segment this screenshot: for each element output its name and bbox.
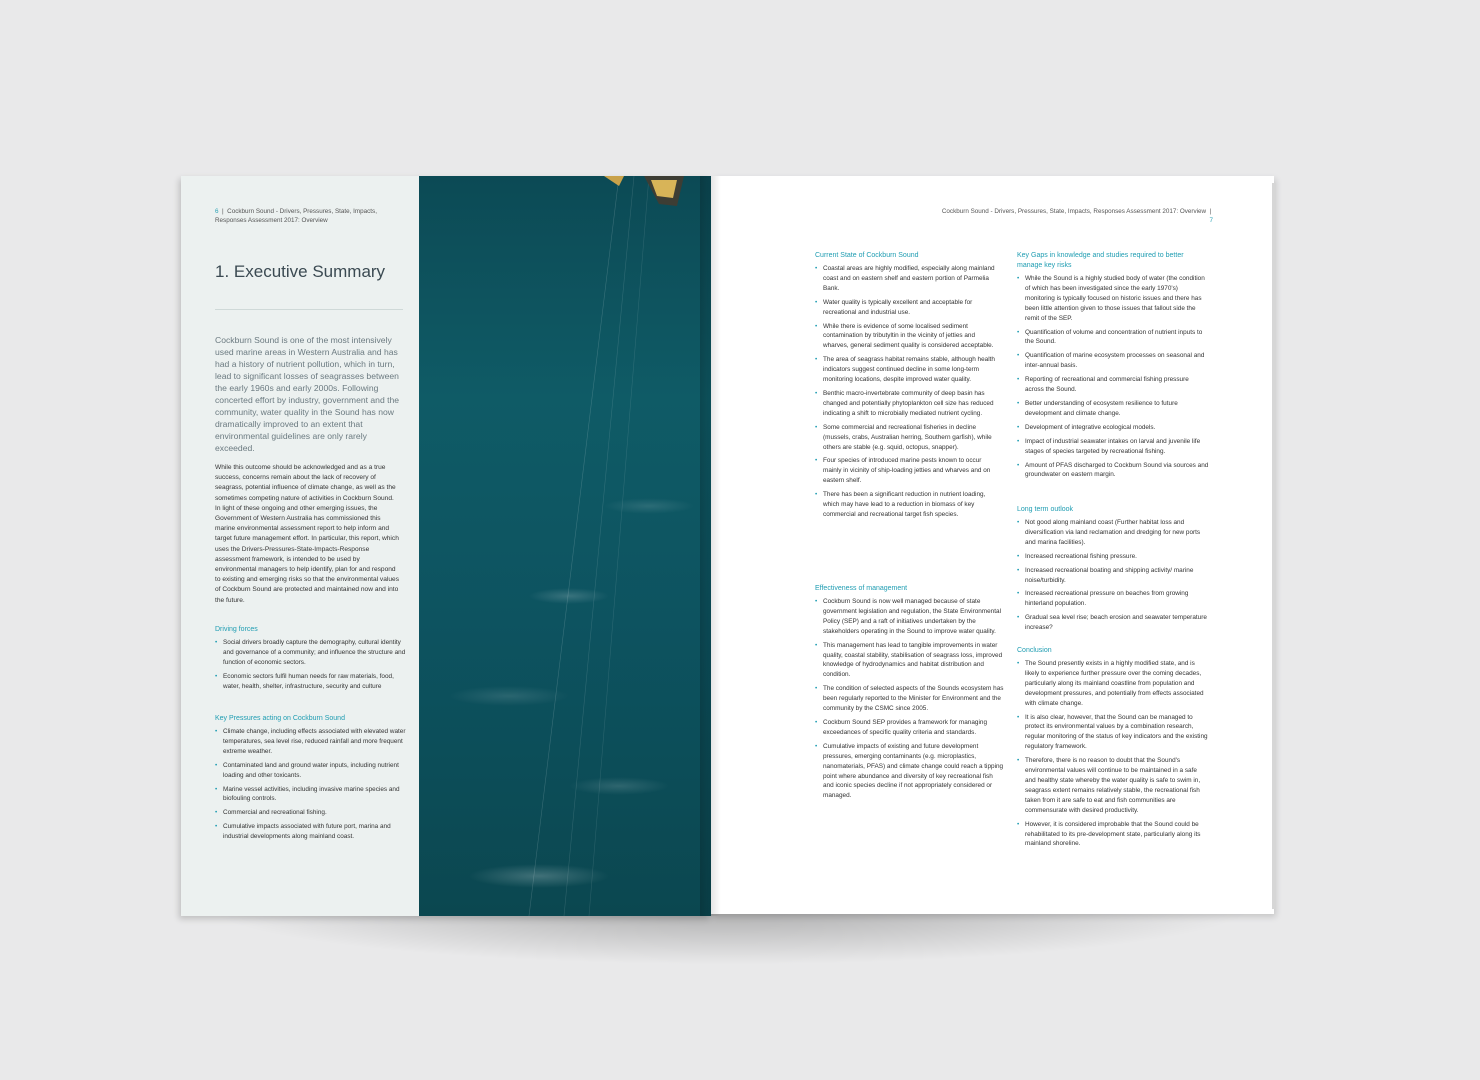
list-item: • Quantification of volume and concentration of nutrient inputs to the Sound. xyxy=(1017,328,1209,348)
intro-paragraph: Cockburn Sound is one of the most intensively used marine areas in Western Australia and has had a history of nutrient pollution, which in turn, lead to significant losses of seagrasses between the early 1960s and early 2000s. Following concerted effort by industry, government and the community, water quality in the Sound has now dramatically improved to an extent that environmental guidelines are only rarely exceeded. xyxy=(215,335,400,453)
list-item: • Contaminated land and ground water inputs, including nutrient loading and other toxicants. xyxy=(215,761,409,781)
list-item: • Quantification of marine ecosystem processes on seasonal and inter-annual basis. xyxy=(1017,351,1209,371)
list-item: • While there is evidence of some localised sediment contamination by tributyltin in the vicinity of jetties and wharves, general sediment quality is considered acceptable. xyxy=(815,322,1001,352)
list-item: • Climate change, including effects associated with elevated water temperatures, sea level rise, reduced rainfall and more frequent extreme weather. xyxy=(215,727,409,757)
list-item: • Cockburn Sound is now well managed because of state government legislation and regulation, the State Environmental Policy (SEP) and a raft of initiatives undertaken by the stakeholders operating in the Sound to improve water quality. xyxy=(815,597,1005,637)
list-item: • Economic sectors fulfil human needs for raw materials, food, water, health, shelter, infrastructure, security and culture xyxy=(215,672,409,692)
list-item: • Therefore, there is no reason to doubt that the Sound's environmental values will continue to be maintained in a safe and healthy state whereby the water quality is safe to swim in, seagrass extent remains relatively stable, the recreational fish taken from it are safe to eat and fish communities are commensurate with desired productivity. xyxy=(1017,756,1209,815)
list-item: • Not good along mainland coast (Further habitat loss and diversification via land reclamation and dredging for new ports and marina facilities). xyxy=(1017,518,1209,548)
key-pressures-heading: Key Pressures acting on Cockburn Sound xyxy=(215,715,345,722)
long-term-outlook-heading: Long term outlook xyxy=(1017,506,1074,513)
list-item: • Marine vessel activities, including invasive marine species and biofouling controls. xyxy=(215,785,409,805)
running-head-separator: | xyxy=(220,208,226,215)
list-item: • Four species of introduced marine pests known to occur mainly in vicinity of ship-loading jetties and wharves and on eastern shelf. xyxy=(815,456,1001,486)
list-item: • While the Sound is a highly studied body of water (the condition of which has been investigated since the early 1970's) monitoring is typically focused on historic issues and there has been little attention given to those issues that fallout side the remit of the SEP. xyxy=(1017,274,1209,324)
list-item: • Benthic macro-invertebrate community of deep basin has changed and potentially phytoplankton cell size has reduced indicating a shift to microbially mediated nutrient cycling. xyxy=(815,389,1001,419)
conclusion-list xyxy=(1017,659,1209,849)
right-running-head xyxy=(938,207,1213,225)
list-item: • However, it is considered improbable that the Sound could be rehabilitated to its pre-development state, particularly along its mainland shoreline. xyxy=(1017,820,1209,850)
list-item: • This management has lead to tangible improvements in water quality, coastal stability, stabilisation of seagrass loss, improved knowledge of hydrodynamics and habitat distribution and condition. xyxy=(815,641,1005,681)
page-stack-edge xyxy=(1272,183,1276,909)
right-page-number: 7 xyxy=(1209,217,1213,224)
driving-forces-list xyxy=(215,638,409,692)
list-item: • Increased recreational fishing pressure. xyxy=(1017,552,1209,562)
key-gaps-heading: Key Gaps in knowledge and studies required to better manage key risks xyxy=(1017,252,1184,269)
long-term-outlook-section xyxy=(1017,505,1209,637)
long-term-outlook-list xyxy=(1017,518,1209,633)
left-page xyxy=(181,176,711,916)
list-item: • There has been a significant reduction in nutrient loading, which may have lead to a reduction in biomass of key commercial and recreational target fish species. xyxy=(815,490,1001,520)
list-item: • Cumulative impacts of existing and future development pressures, emerging contaminants (e.g. microplastics, nanomaterials, PFAS) and climate change could reach a tipping point where abundance and diversity of key recreational fish and iconic species decline if not appropriately considered or managed. xyxy=(815,742,1005,801)
effectiveness-section xyxy=(815,584,1005,805)
list-item: • Cockburn Sound SEP provides a framework for managing exceedances of specific quality criteria and standards. xyxy=(815,718,1005,738)
list-item: • The Sound presently exists in a highly modified state, and is likely to experience further pressure over the coming decades, particularly along its mainland coastline from population and development pressures, and potentially from effects associated with climate change. xyxy=(1017,659,1209,709)
list-item: • The condition of selected aspects of the Sounds ecosystem has been regularly reported to the Minister for Environment and the community by the CSMC since 2005. xyxy=(815,684,1005,714)
list-item: • Increased recreational pressure on beaches from growing hinterland population. xyxy=(1017,589,1209,609)
ocean-aerial-photo xyxy=(419,176,711,916)
title-divider xyxy=(215,309,403,310)
right-page xyxy=(711,176,1274,914)
left-page-text-column xyxy=(181,176,419,916)
list-item: • The area of seagrass habitat remains stable, although health indicators suggest continued decline in some long-term monitoring locations, despite improved water quality. xyxy=(815,355,1001,385)
running-head-separator: | xyxy=(1207,208,1213,215)
driving-forces-heading: Driving forces xyxy=(215,626,258,633)
list-item: • Social drivers broadly capture the demography, cultural identity and governance of a community; and influence the structure and function of economic sectors. xyxy=(215,638,409,668)
key-gaps-list xyxy=(1017,274,1209,480)
list-item: • Water quality is typically excellent and acceptable for recreational and industrial use. xyxy=(815,298,1001,318)
list-item: • Gradual sea level rise; beach erosion and seawater temperature increase? xyxy=(1017,613,1209,633)
effectiveness-list xyxy=(815,597,1005,801)
list-item: • Reporting of recreational and commercial fishing pressure across the Sound. xyxy=(1017,375,1209,395)
driving-forces-section xyxy=(215,625,409,696)
list-item: • Increased recreational boating and shipping activity/ marine noise/turbidity. xyxy=(1017,566,1209,586)
list-item: • Some commercial and recreational fisheries in decline (mussels, crabs, Australian herring, Southern garfish), while others are stable (e.g. squid, octopus, snapper). xyxy=(815,423,1001,453)
left-running-head-line1: Cockburn Sound - Drivers, Pressures, State, Impacts, xyxy=(227,208,377,215)
key-pressures-list xyxy=(215,727,409,842)
left-running-head-line2: Responses Assessment 2017: Overview xyxy=(215,217,328,224)
list-item: • Cumulative impacts associated with future port, marina and industrial developments along mainland coast. xyxy=(215,822,409,842)
list-item: • Amount of PFAS discharged to Cockburn Sound via sources and groundwater on eastern margin. xyxy=(1017,461,1209,481)
list-item: • Development of integrative ecological models. xyxy=(1017,423,1209,433)
right-running-head-text: Cockburn Sound - Drivers, Pressures, State, Impacts, Responses Assessment 2017: Overview xyxy=(941,208,1207,215)
current-state-heading: Current State of Cockburn Sound xyxy=(815,252,919,259)
kite-lines-overlay xyxy=(419,176,711,916)
current-state-section xyxy=(815,251,1001,524)
conclusion-heading: Conclusion xyxy=(1017,647,1052,654)
list-item: • Impact of industrial seawater intakes on larval and juvenile life stages of species targeted by recreational fishing. xyxy=(1017,437,1209,457)
list-item: • Coastal areas are highly modified, especially along mainland coast and on eastern shelf and eastern portion of Parmelia Bank. xyxy=(815,264,1001,294)
page-title: 1. Executive Summary xyxy=(215,262,386,281)
effectiveness-heading: Effectiveness of management xyxy=(815,585,908,592)
conclusion-section xyxy=(1017,646,1209,853)
list-item: • It is also clear, however, that the Sound can be managed to protect its environmental values by a combination research, regular monitoring of the status of key indicators and the existing regulatory framework. xyxy=(1017,713,1209,753)
current-state-list xyxy=(815,264,1001,520)
left-running-head xyxy=(215,207,405,225)
list-item: • Better understanding of ecosystem resilience to future development and climate change. xyxy=(1017,399,1209,419)
list-item: • Commercial and recreational fishing. xyxy=(215,808,409,818)
body-paragraph: While this outcome should be acknowledged and as a true success, concerns remain about the lack of recovery of seagrass, potential influence of climate change, as well as the sometimes competing nature of activities in Cockburn Sound. In light of these ongoing and other emerging issues, the Government of Western Australia has commissioned this marine environmental assessment report to help inform and target future management effort. In particular, this report, which uses the Drivers-Pressures-State-Impacts-Response assessment framework, is intended to be used by environmental managers to help identify, plan for and respond to existing and emerging risks so that the environmental values of Cockburn Sound are protected and maintained now and into the future. xyxy=(215,464,399,604)
left-page-number: 6 xyxy=(215,208,219,215)
key-pressures-section xyxy=(215,714,409,846)
key-gaps-section xyxy=(1017,251,1209,484)
